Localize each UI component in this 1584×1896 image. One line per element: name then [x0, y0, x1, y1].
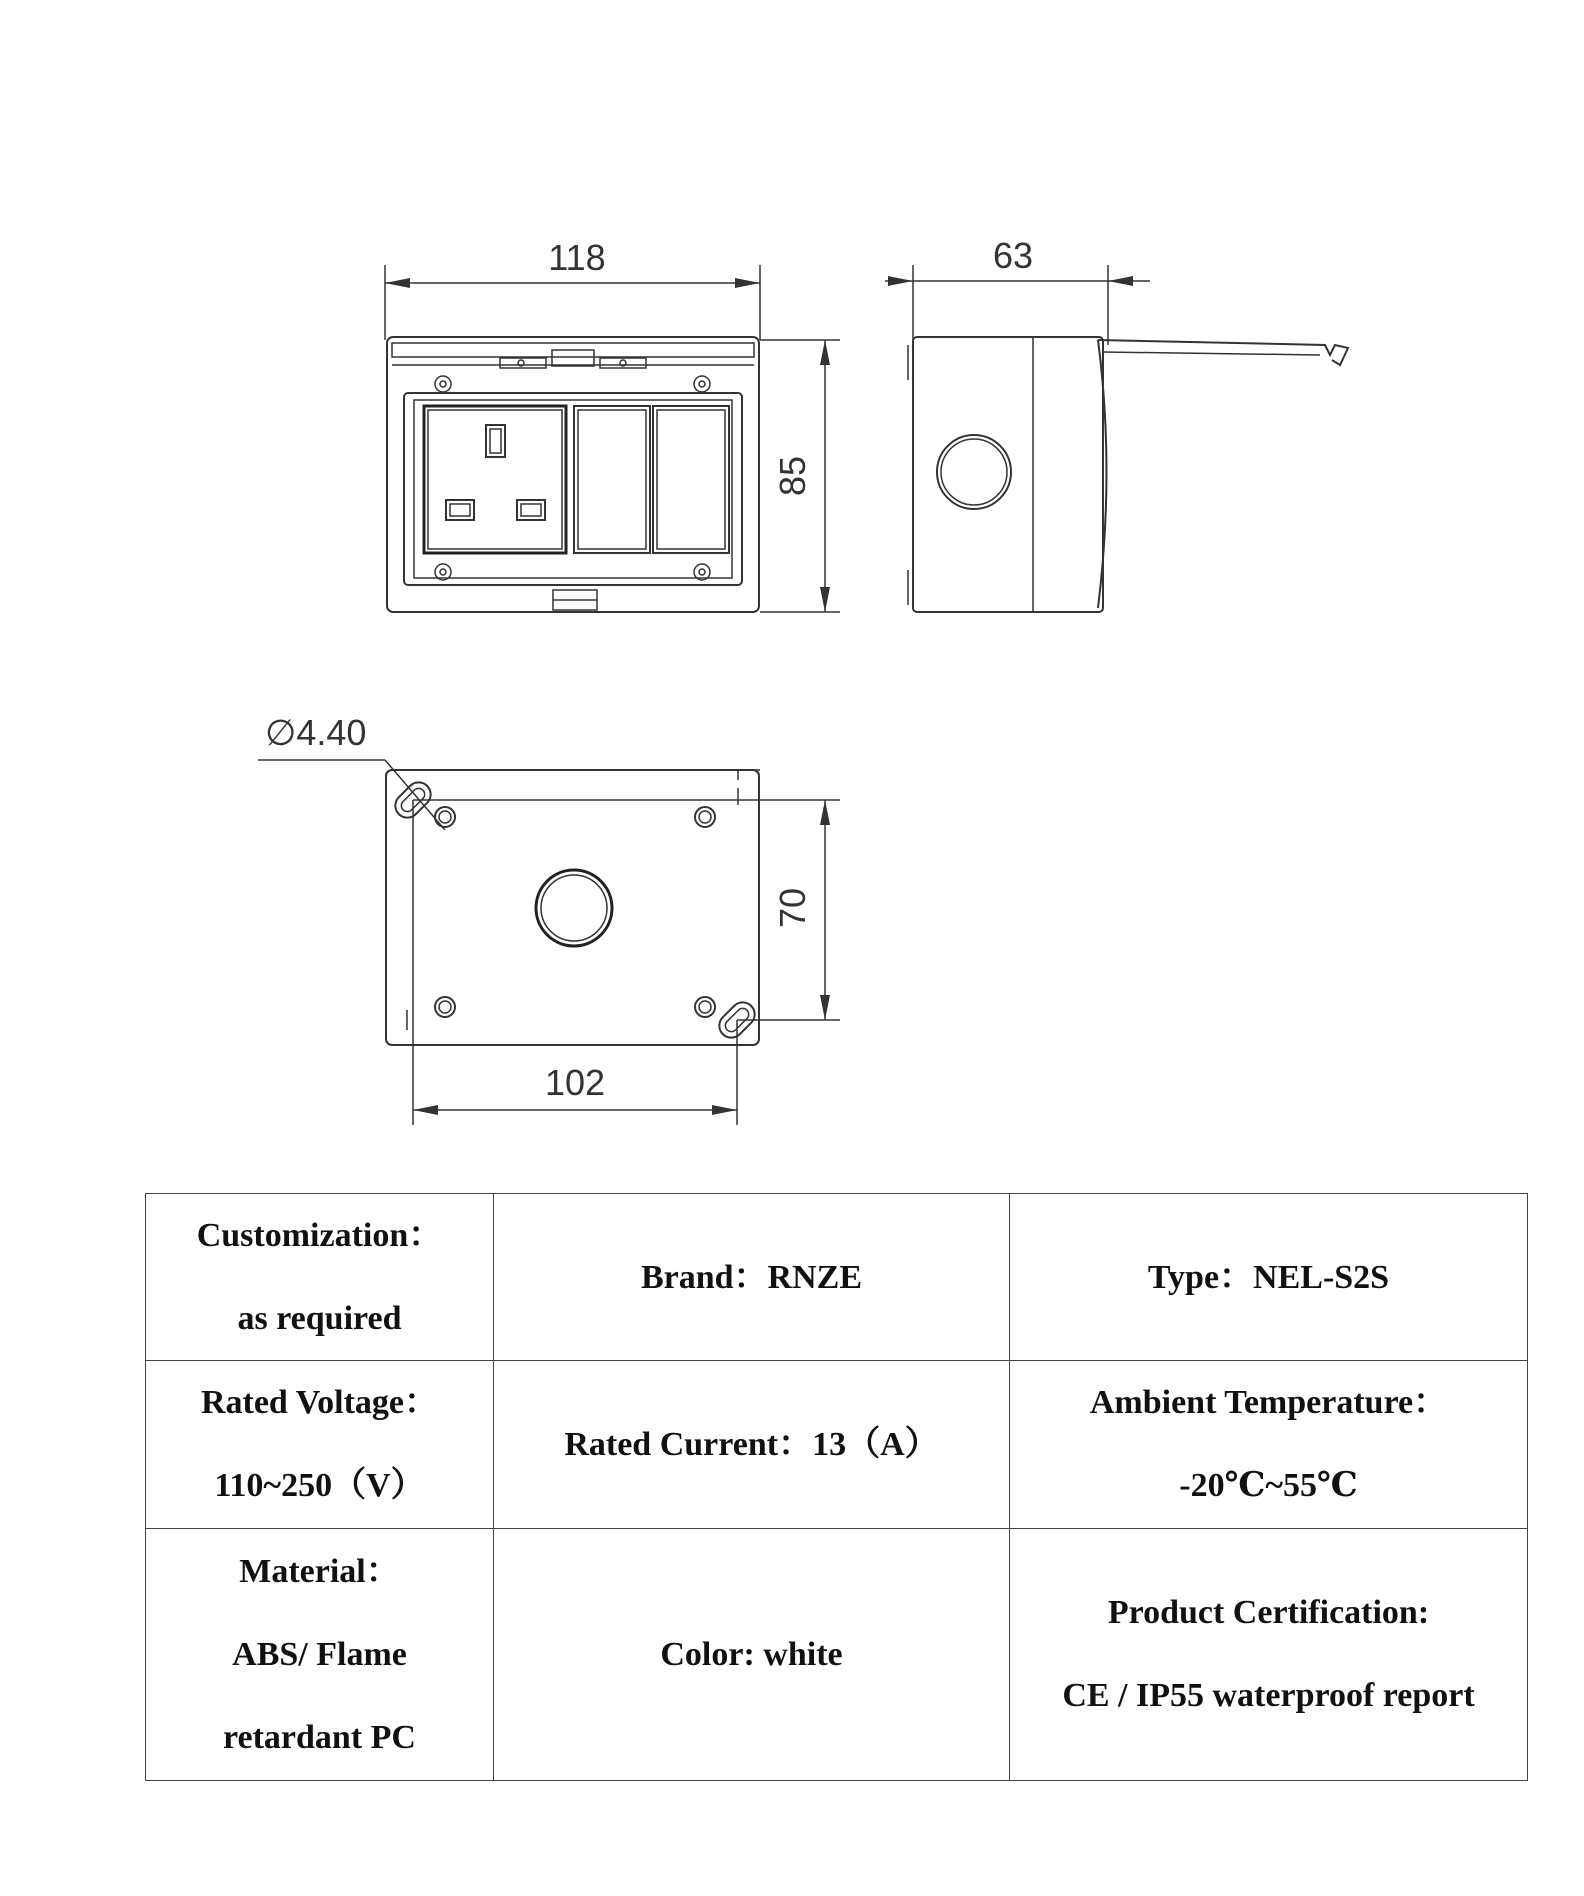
type-cell: [1010, 1194, 1528, 1361]
rated-current-cell: [494, 1361, 1010, 1528]
back-view: [258, 712, 840, 1125]
brand-text: Brand：RNZE: [640, 1258, 863, 1296]
customization-label: Customization：: [196, 1217, 443, 1255]
spec-row-3: [146, 1528, 1528, 1780]
rated-voltage-cell: [146, 1361, 494, 1528]
ambient-temperature-value: -20℃~55℃: [1179, 1467, 1358, 1505]
color-text: Color: white: [660, 1635, 843, 1673]
spec-row-2: [146, 1361, 1528, 1528]
side-depth-dimension: 63: [992, 235, 1034, 276]
front-height-dimension: 85: [772, 455, 813, 497]
front-view: [385, 237, 840, 612]
material-cell: [146, 1528, 494, 1780]
customization-cell: [146, 1194, 494, 1361]
certification-cell: [1010, 1528, 1528, 1780]
customization-value: as required: [237, 1300, 402, 1338]
front-width-dimension: 118: [548, 237, 606, 278]
rated-voltage-value: 110~250（V）: [214, 1467, 425, 1505]
certification-label: Product Certification:: [1107, 1594, 1430, 1632]
material-value-line1: ABS/ Flame: [232, 1635, 407, 1673]
hole-diameter-dimension: ∅4.40: [265, 712, 367, 753]
spec-row-1: [146, 1194, 1528, 1361]
back-height-dimension: 70: [772, 887, 813, 929]
ambient-temperature-label: Ambient Temperature：: [1089, 1384, 1448, 1422]
back-width-dimension: 102: [544, 1062, 606, 1103]
material-value-line2: retardant PC: [223, 1718, 416, 1756]
type-text: Type：NEL-S2S: [1147, 1258, 1390, 1296]
side-view: [885, 235, 1348, 612]
ambient-temperature-cell: [1010, 1361, 1528, 1528]
rated-current-text: Rated Current：13（A）: [564, 1425, 939, 1463]
color-cell: [494, 1528, 1010, 1780]
spec-table: [145, 1193, 1528, 1781]
brand-cell: [494, 1194, 1010, 1361]
rated-voltage-label: Rated Voltage：: [200, 1384, 439, 1422]
material-label: Material：: [239, 1552, 400, 1590]
certification-value: CE / IP55 waterproof report: [1062, 1677, 1475, 1715]
